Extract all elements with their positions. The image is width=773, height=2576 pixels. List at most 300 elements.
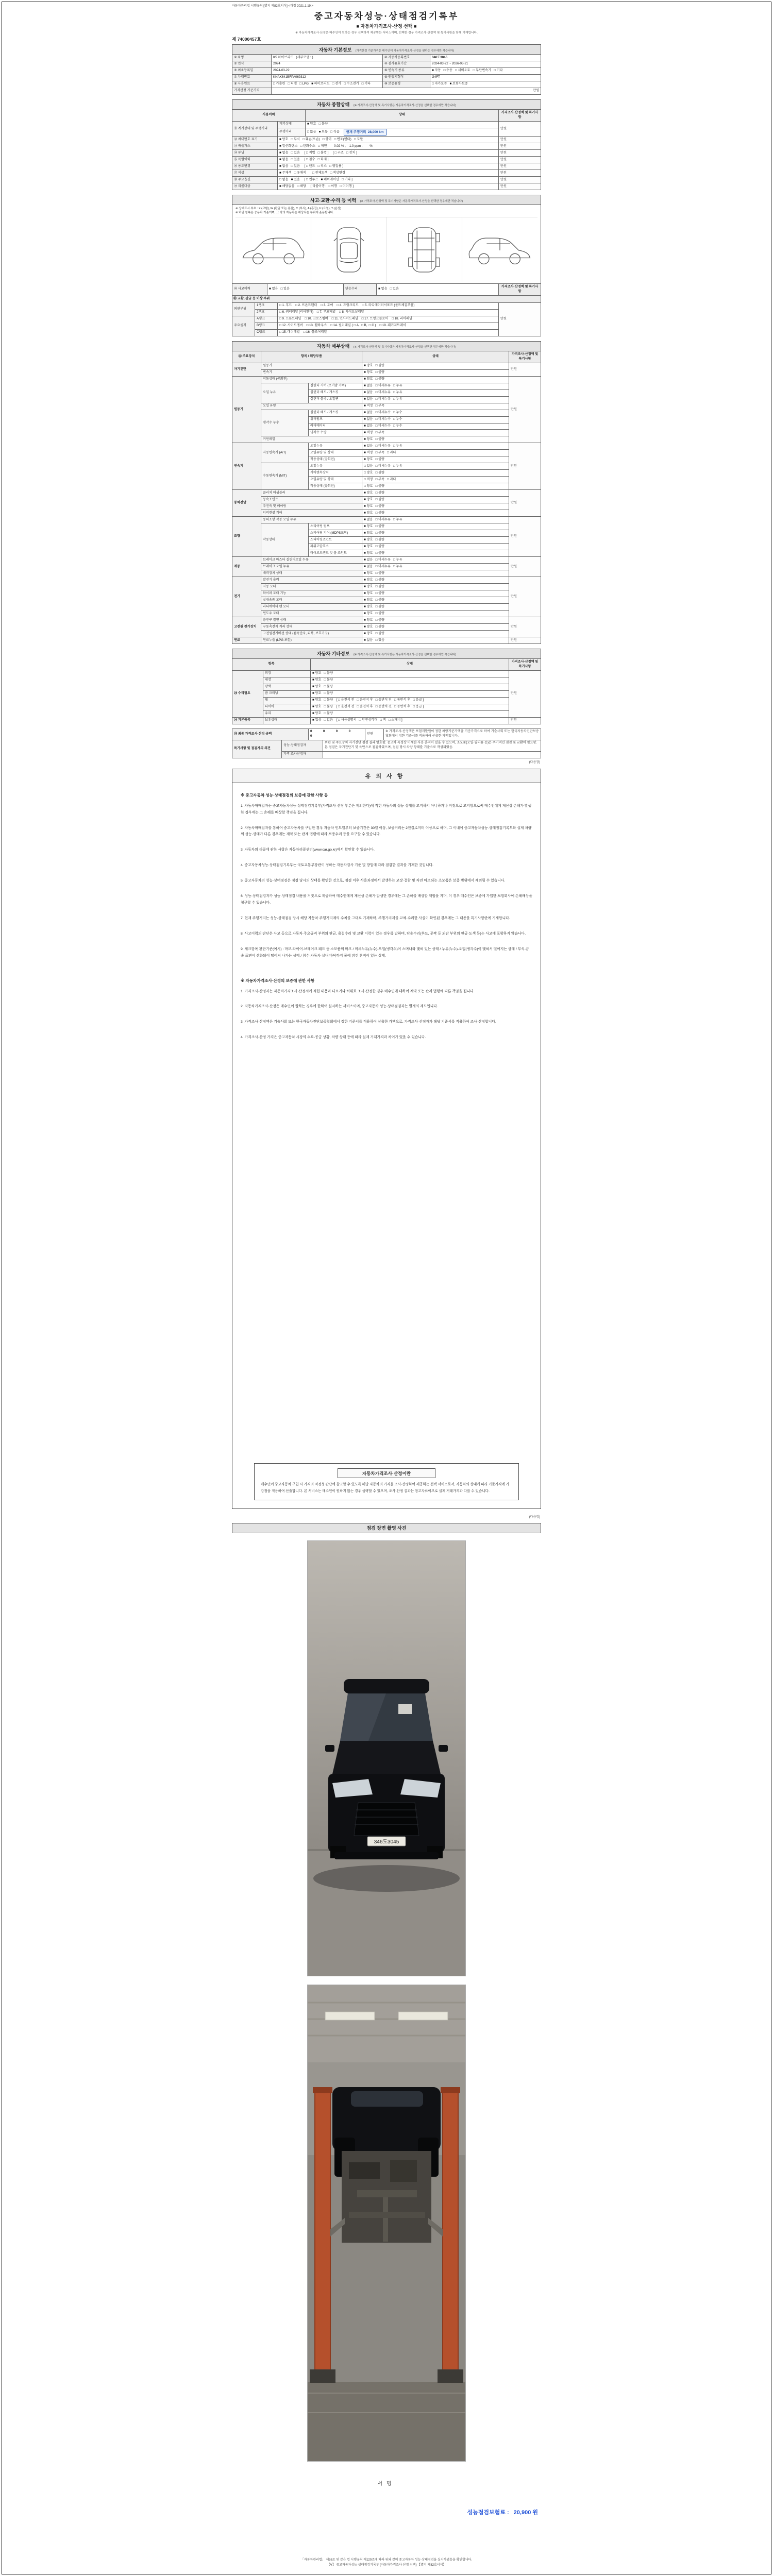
inspection-period-label: ④ 검사유효기간 (383, 61, 430, 67)
item-label: 원동기 (261, 363, 362, 369)
notice-subsection2-title: ※ 자동차가격조사·산정의 보증에 관한 사항 (241, 978, 315, 983)
notice-list-1 (241, 803, 532, 969)
detail-row (232, 597, 541, 604)
state-checkboxes: ■ 양호 □ 불량 (362, 597, 509, 604)
comp-state-checkboxes: ■ 양호 □ 부식 □ 훼손(오손) □ 상이 □ 변조(변타) □ 도말 (278, 137, 499, 143)
misc-group-label: ㉔ 기본품목 (232, 717, 263, 724)
comprehensive-col-state: 상태 (306, 109, 499, 121)
state-checkboxes: ■ 양호 □ 불량 (362, 436, 509, 443)
transmission-label: ⑥ 변속기 종류 (383, 67, 430, 74)
item-label: 시동 모터 (261, 584, 362, 590)
state-checkboxes: ■ 없음 □ 미세누수 □ 누수 (362, 423, 509, 430)
state-checkboxes: □ 양호 □ 불량 (362, 470, 509, 477)
state-checkboxes: ■ 양호 □ 불량 (362, 604, 509, 611)
car-side-right-diagram (467, 219, 533, 280)
state-checkboxes: ■ 적정 □ 부족 □ 과다 (362, 450, 509, 456)
diagram-panel (387, 217, 463, 282)
detail-col-state: 상태 (362, 351, 509, 363)
state-checkboxes: ■ 양호 □ 불량 (362, 530, 509, 537)
rank-label: C랭크 (255, 329, 278, 336)
item-label: 작동상태 (공회전) (261, 376, 362, 383)
comprehensive-col-price: 가격조사·산정액 및 특기사항 (499, 109, 541, 121)
state-checkboxes: ■ 양호 □ 불량 (362, 503, 509, 510)
panel-group-label: 주요골격 (232, 316, 255, 336)
state-code-legend2: ※ 하단 항목은 승용차 기준이며, 그 밖의 자동차는 해당되는 부위에 준용합니다. (236, 211, 334, 215)
misc-state-checkboxes: ■ 양호 □ 불량 (311, 677, 509, 684)
detail-row (232, 510, 541, 517)
item-label: 브레이크 마스터 실린더오일 누유 (261, 557, 362, 564)
item-label: 냉각수 누수 (261, 410, 309, 436)
rank-label: 2랭크 (255, 309, 278, 316)
price-cell: 만원 (499, 163, 541, 170)
comprehensive-row (232, 121, 541, 128)
comprehensive-row (232, 163, 541, 170)
accident-price-header: 가격조사·산정액 및 특기사항 (499, 283, 541, 295)
accident-title-note: (※ 가격조사·산정액 및 특기사항은 자동차가격조사·산정을 선택한 경우에만 적습니다) (360, 199, 463, 203)
misc-row (232, 704, 541, 710)
document-subtitle-note: ※ 자동차가격조사·산정은 매수인이 원하는 경우 선택하여 제공받는 서비스이며, 선택한 경우 가격조사·산정액 및 특기사항을 함께 기재합니다. (295, 31, 478, 35)
item-label: 등속조인트 (261, 497, 362, 503)
basic-info-title-note: (가격산정 기준가격은 매수인이 자동차가격조사·산정을 원하는 경우에만 적습니다) (355, 49, 455, 53)
state-checkboxes: ■ 양호 □ 불량 (362, 523, 509, 530)
item-label: 라디에이터 팬 모터 (261, 604, 362, 611)
detail-col-price: 가격조사·산정액 및 특기사항 (509, 351, 541, 363)
rank-item-checkboxes: □ 12. 사이드멤버 □ 13. 휠하우스 □ 14. 필러패널 ( □ A, □ B, □ C ) □ 19. 패키지트레이 (278, 323, 499, 329)
price-cell: 만원 (509, 490, 541, 517)
detail-row (232, 570, 541, 577)
state-checkboxes: ■ 없음 □ 미세누유 □ 누유 (362, 396, 509, 403)
misc-row (232, 670, 541, 677)
next-page-marker: (다음장) (529, 1515, 540, 1519)
comprehensive-row (232, 177, 541, 183)
document-number: 제 74000457호 (232, 37, 261, 42)
notice-item: 3. 가격조사·산정액은 기술사회 또는 한국자동차진단보증협회에서 정한 기준서를 적용하여 산출한 가액으로, 가격조사·산정자가 해당 기준서를 적용하여 조사·산정합니다. (241, 1020, 496, 1024)
detail-row (232, 624, 541, 631)
state-checkboxes: ■ 양호 □ 불량 (362, 369, 509, 376)
appraiser-comment (323, 751, 541, 758)
misc-table (232, 658, 541, 724)
device-group-label: 동력전달 (232, 490, 261, 517)
comprehensive-title: 자동차 종합상태 (316, 102, 350, 108)
misc-title-note: (※ 가격조사·산정액 및 특기사항은 자동차가격조사·산정을 선택한 경우에만 적습니다) (353, 653, 457, 657)
subitem-label: 기어변속장치 (309, 470, 362, 477)
footer (0, 2557, 773, 2568)
simple-repair-label: 단순수리 (344, 283, 377, 295)
notice-list-2 (241, 989, 532, 1050)
device-group-label: 고전원 전기장치 (232, 617, 261, 637)
device-group-label: 전기 (232, 577, 261, 617)
basic-row (232, 67, 541, 74)
engine-type-label: ⑧ 원동기형식 (383, 74, 430, 81)
final-price-note: ※ 가격조사·산정액은 보험개발원이 정한 차량기준가액을 기준가격으로 하여 기술사회 또는 한국자동차진단보증협회에서 정한 기준서를 적용하여 산출한 가액입니다. (384, 728, 541, 740)
reg-no-value: 346도3045 (430, 55, 541, 61)
misc-state-checkboxes: ■ 양호 □ 불량 [ □ 운전석 전 □ 운전석 후 □ 동반석 전 □ 동반석 후 □ 응급 ] (311, 697, 509, 704)
detail-row (232, 443, 541, 450)
misc-item-label: 광택 (263, 684, 311, 690)
subitem-label: 실린더 블록 / 오일팬 (309, 396, 362, 403)
comp-group-label: ⑲ 리콜대상 (232, 183, 278, 190)
final-price-unit: 만원 (365, 728, 384, 740)
diagram-panel (236, 217, 311, 282)
final-price-row (232, 728, 541, 740)
rank-item-checkboxes: □ 9. 프론트패널 □ 10. 크로스멤버 □ 11. 인사이드패널 □ 17. 트렁크플로어 □ 18. 리어패널 (278, 316, 499, 323)
insurance-fee (467, 2508, 539, 2516)
price-cell: 만원 (509, 670, 541, 717)
subitem-label: 타이로드엔드 및 볼 조인트 (309, 550, 362, 557)
subitem-label: 파워고압호스 (309, 544, 362, 550)
detail-row (232, 611, 541, 617)
detail-row (232, 590, 541, 597)
item-label: 충전구 절연 상태 (261, 617, 362, 624)
inspection-photo-underbody (307, 1985, 466, 2462)
state-checkboxes: ■ 양호 □ 불량 (362, 550, 509, 557)
state-checkboxes: ■ 적정 □ 부족 (362, 403, 509, 410)
item-label: 발전기 출력 (261, 577, 362, 584)
state-checkboxes: □ 적정 □ 부족 □ 과다 (362, 477, 509, 483)
misc-state-checkboxes: ■ 양호 □ 불량 [ □ 운전석 전 □ 운전석 후 □ 동반석 전 □ 동반석 후 □ 응급 ] (311, 704, 509, 710)
state-checkboxes: ■ 양호 □ 불량 (362, 376, 509, 383)
comp-group-label: ⑮ 특별이력 (232, 157, 278, 163)
notice-item: 6. 성능·상태점검자가 성능·상태점검 내용을 거짓으로 제공하여 매수인에게 재산상 손해가 발생한 경우에는 그 손해를 배상할 책임을 지며, 이 경우 매수인은 보증에 가입한 보험회사에 손해배상을 청구할 수 있습니다. (241, 894, 532, 905)
price-cell: 만원 (509, 557, 541, 577)
price-cell: 만원 (509, 717, 541, 724)
form-reference-note: 자동차관리법 시행규칙 [별지 제82호서식] <개정 2021.1.19.> (232, 5, 314, 8)
detail-row (232, 497, 541, 503)
comp-state-checkboxes: □ 많음 ■ 보통 □ 적음 현재 주행거리 28,000 km (306, 128, 499, 136)
comp-state-checkboxes: ■ 없음 □ 있음 [ □ 적법 □ 불법 ] [ □ 구조 □ 장치 ] (278, 150, 499, 157)
car-side-left-diagram (240, 219, 306, 280)
basic-row (232, 55, 541, 61)
detail-row (232, 517, 541, 523)
misc-item-label: 휠 (263, 697, 311, 704)
price-cell: 만원 (509, 617, 541, 637)
item-label: 브레이크 오일 누유 (261, 564, 362, 570)
item-label: 연료누출 (LPG 포함) (261, 637, 362, 644)
final-price-table (232, 728, 541, 740)
detail-row (232, 577, 541, 584)
first-registration-value: 2024-03-22 (272, 67, 383, 74)
price-appraisal-box-text: 매수인이 중고자동차 구입 시 가격의 적정성 판단에 참고할 수 있도록 해당 자동차의 가격을 조사·산정하여 제공하는 선택 서비스로서, 자동차의 상태에 따라 기준가격에 가감점을 적용하여 산출합니다. 본 서비스는 매수인이 원하지 않는 경우 생략할 수 있으며, 조사·산정 결과는 참고자료이므로 실제 거래가격과 다를 수 있습니다. (261, 1483, 509, 1493)
opinion-table (232, 740, 541, 758)
state-checkboxes: ■ 양호 □ 불량 (362, 537, 509, 544)
accident-title: 사고·교환·수리 등 이력 (310, 197, 357, 203)
misc-row (232, 690, 541, 697)
detail-row (232, 584, 541, 590)
notice-title: 유의사항 (232, 769, 541, 783)
comp-group-label: ⑰ 색상 (232, 170, 278, 177)
fuel-checkboxes: □ 가솔린 □ 디젤 □ LPG ■ 하이브리드 □ 전기 □ 수소전기 □ 기타 (272, 81, 383, 88)
detail-col-device: ㉒ 주요장치 (232, 351, 261, 363)
accident-title-bar (232, 195, 541, 205)
price-cell: 만원 (509, 517, 541, 557)
misc-row (232, 710, 541, 717)
car-name-value: K5 하이브리드 (세부모델 : ) (272, 55, 383, 61)
misc-title-bar (232, 649, 541, 659)
comp-state-checkboxes: ■ 없음 □ 있음 [ □ 침수 □ 화재 ] (278, 157, 499, 163)
price-cell: 만원 (499, 177, 541, 183)
diagram-panel (311, 217, 387, 282)
detail-row (232, 557, 541, 564)
price-cell: 만원 (509, 376, 541, 443)
detail-row (232, 436, 541, 443)
comp-group-label: ⑬ 배출가스 (232, 143, 278, 150)
rank-label: 1랭크 (255, 302, 278, 309)
device-group-label: 원동기 (232, 376, 261, 443)
fuel-label: ⑨ 사용연료 (232, 81, 272, 88)
section-detail-state (232, 341, 541, 644)
detail-row (232, 383, 541, 389)
item-label: 와이퍼 모터 기능 (261, 590, 362, 597)
basic-row (232, 74, 541, 81)
misc-row (232, 717, 541, 724)
device-group-label: 자기진단 (232, 363, 261, 376)
device-group-label: 연료 (232, 637, 261, 644)
subitem-label: 오일누유 (309, 463, 362, 470)
misc-row (232, 677, 541, 684)
car-top-diagram (316, 219, 382, 280)
final-price-amount: 0 0 0 0 0 (309, 728, 365, 740)
price-cell: 만원 (509, 577, 541, 617)
price-appraisal-box-title: 자동차가격조사·산정이란 (338, 1468, 435, 1478)
device-group-label: 변속기 (232, 443, 261, 490)
state-checkboxes: ■ 양호 □ 불량 (362, 631, 509, 637)
item-label: 변속기 (261, 369, 362, 376)
accident-flag-table (232, 283, 541, 296)
photos-container (232, 1533, 541, 2465)
comprehensive-title-bar (232, 99, 541, 110)
car-underbody-diagram (391, 219, 457, 280)
accident-history-label: ⑳ 사고이력 (232, 283, 267, 295)
detail-title: 자동차 세부상태 (316, 344, 350, 349)
notice-item: 9. 체크항목 판단기준(예시) : 마모-타이어·브레이크 패드 등 소모품의 마모 / 미세누유(누수)-오일(냉각수)이 스며나와 맺혀 있는 상태 / 누유(누수)-오일(냉각수)이 맺혀서 떨어지는 상태 / 부식-금속 표면이 산화되어 떨어져 나가는 상태 / 침수-자동차 실내 바닥까지 물에 잠긴 흔적이 있는 상태. (241, 947, 529, 958)
section-final-price (232, 728, 541, 764)
price-cell: 만원 (499, 137, 541, 143)
basic-row (232, 88, 541, 94)
misc-state-checkboxes: ■ 있음 □ 없음 [ □ 사용설명서 □ 안전삼각대 □ 잭 □ 스패너 ] (311, 717, 509, 724)
detail-row (232, 376, 541, 383)
state-checkboxes: ■ 양호 □ 불량 (362, 490, 509, 497)
misc-item-label: 룸 크리닝 (263, 690, 311, 697)
signature-label: 서명 (377, 2481, 396, 2487)
state-checkboxes: ■ 양호 □ 불량 (362, 544, 509, 550)
subitem-label: 오일유량 및 상태 (309, 450, 362, 456)
detail-row (232, 604, 541, 611)
warranty-type-checkboxes: □ 자가보증 ■ 보험사보증 (430, 81, 541, 88)
state-checkboxes: □ 없음 □ 미세누유 □ 누유 (362, 463, 509, 470)
comp-group-label: ⑭ 튜닝 (232, 150, 278, 157)
detail-row (232, 564, 541, 570)
warranty-type-label: ⑩ 보증유형 (383, 81, 430, 88)
item-label: 클러치 어셈블리 (261, 490, 362, 497)
accident-history-checkboxes: ■ 없음 □ 있음 (267, 283, 344, 295)
detail-row (232, 637, 541, 644)
detail-title-bar (232, 341, 541, 351)
price-cell: 만원 (509, 637, 541, 644)
opinion-section-label: 특기사항 및 점검자의 의견 (232, 740, 282, 758)
rank-item-checkboxes: □ 15. 대쉬패널 □ 16. 플로어패널 (278, 329, 499, 336)
comprehensive-row (232, 128, 541, 136)
rank-label: B랭크 (255, 323, 278, 329)
state-checkboxes: ■ 없음 □ 있음 (362, 637, 509, 644)
misc-item-label: 타이어 (263, 704, 311, 710)
state-checkboxes: ■ 없음 □ 미세누수 □ 누수 (362, 416, 509, 423)
car-name-label: ① 차명 (232, 55, 272, 61)
subitem-label: 작동상태 (공회전) (309, 456, 362, 463)
vin-value: KNAK641BFPA069312 (272, 74, 383, 81)
panel-group-label: 외판부위 (232, 302, 255, 316)
misc-state-checkboxes: ■ 양호 □ 불량 (311, 684, 509, 690)
price-cell: 만원 (499, 121, 541, 136)
detail-col-item: 항목 / 해당부품 (261, 351, 362, 363)
notice-subsection1-title: ※ 중고자동차 성능·상태점검의 보증에 관한 사항 등 (241, 792, 328, 798)
detail-row (232, 523, 541, 530)
photos-title-bar (232, 1523, 541, 1533)
state-checkboxes: ■ 양호 □ 불량 (362, 577, 509, 584)
comprehensive-header-row (232, 109, 541, 121)
state-checkboxes: ■ 없음 □ 미세누유 □ 누유 (362, 564, 509, 570)
subitem-label: 실린더 헤드 / 개스킷 (309, 410, 362, 416)
comp-group-label: ⑫ 차대번호 표기 (232, 137, 278, 143)
panel-rank-header-row (232, 295, 541, 302)
panel-rank-row (232, 302, 541, 309)
odometer-value-box: 현재 주행거리 28,000 km (344, 129, 386, 135)
basic-info-table (232, 54, 541, 95)
notice-item: 1. 가격조사·산정자는 자동차가격조사·산정서에 적힌 내용과 다르거나 허위로 조사·산정한 경우 매수인에 대하여 계약 또는 관계 법령에 따른 책임을 집니다. (241, 989, 475, 993)
base-price-label: 가격산정 기준가격 (232, 88, 272, 94)
transmission-checkboxes: ■ 자동 □ 수동 □ 세미오토 □ 무단변속기 □ 기타 (430, 67, 541, 74)
panel-rank-row (232, 329, 541, 336)
detail-header-row (232, 351, 541, 363)
model-year-label: ③ 연식 (232, 61, 272, 67)
detail-row (232, 363, 541, 369)
state-checkboxes: ■ 양호 □ 불량 (362, 611, 509, 617)
accident-diagram-box (232, 205, 541, 284)
exchange-section-label: ㉑ 교환, 판금 등 이상 부위 (232, 295, 541, 302)
device-group-label: 제동 (232, 557, 261, 577)
subitem-label: 라디에이터 (309, 423, 362, 430)
comp-group-label: ⑯ 용도변경 (232, 163, 278, 170)
state-checkboxes: ■ 양호 □ 불량 (362, 510, 509, 517)
notice-item: 7. 현재 주행거리는 성능·상태점검 당시 해당 자동차 주행거리계의 수치를 그대로 기재하며, 주행거리계를 교체·수리한 사실이 확인된 경우에는 그 내용을 특기사항란에 기재합니다. (241, 916, 510, 920)
detail-table (232, 351, 541, 644)
notice-item: 1. 자동차매매업자는 중고자동차성능·상태점검기록부(가격조사·산정 부분은 제외한다)에 적힌 자동차의 성능·상태를 고지하지 아니하거나 거짓으로 고지함으로써 매수인에게 재산상 손해가 발생한 경우에는 그 손해를 배상할 책임을 집니다. (241, 804, 532, 815)
underbody-photo-image (308, 1985, 465, 2461)
item-label: 수동변속기 (M/T) (261, 463, 309, 490)
detail-row (232, 631, 541, 637)
misc-title: 자동차 기타정보 (316, 651, 350, 657)
appraiser-label: 가격·조사산정자 (282, 751, 323, 758)
misc-item-label: 유리 (263, 710, 311, 717)
comp-item-label: 계기상태 (278, 121, 306, 128)
misc-item-label: 보유상태 (263, 717, 311, 724)
insurance-fee-label: 성능점검보험료 : (467, 2509, 509, 2516)
notice-item: 8. 사고이력의 판단은 사고 등으로 자동차 주요골격 부위의 판금, 용접수리 및 교환 이력이 있는 경우를 말하며, 단순수리(후드, 문짝 등 외판 부위의 판금·도색 등)는 사고에 포함하지 않습니다. (241, 931, 526, 936)
comp-state-checkboxes: ■ 없음 □ 있음 [ □ 렌트 □ 리스 □ 영업용 ] (278, 163, 499, 170)
comprehensive-col-item: 사용이력 (232, 109, 306, 121)
misc-item-label: 내장 (263, 677, 311, 684)
front-photo-image (308, 1541, 465, 1976)
detail-row (232, 490, 541, 497)
basic-row (232, 81, 541, 88)
state-checkboxes: ■ 양호 □ 불량 (362, 570, 509, 577)
vin-label: ⑦ 차대번호 (232, 74, 272, 81)
inspector-label: 성능·상태점검자 (282, 740, 323, 751)
simple-repair-checkboxes: ■ 없음 □ 있음 (377, 283, 499, 295)
subitem-label: 작동상태 (공회전) (309, 483, 362, 490)
comprehensive-row (232, 157, 541, 163)
rank-item-checkboxes: □ 6. 쿼터패널 (리어휀더) □ 7. 루프패널 □ 8. 사이드실패널 (278, 309, 499, 316)
detail-row (232, 503, 541, 510)
inspection-period-value: 2024-03-22 ~ 2026-03-21 (430, 61, 541, 67)
notice-item: 3. 자동차의 리콜에 관한 사항은 자동차리콜센터(www.car.go.kr)에서 확인할 수 있습니다. (241, 848, 375, 852)
engine-type-value: G4FT (430, 74, 541, 81)
item-label: 오일 누유 (261, 383, 309, 403)
detail-title-note: (※ 가격조사·산정액 및 특기사항은 자동차가격조사·산정을 선택한 경우에만 적습니다) (353, 346, 457, 349)
price-cell: 만원 (499, 150, 541, 157)
state-checkboxes: ■ 양호 □ 불량 (362, 624, 509, 631)
state-checkboxes: ■ 없음 □ 미세누유 □ 누유 (362, 383, 509, 389)
misc-col-state: 상태 (311, 658, 509, 670)
price-cell: 만원 (509, 363, 541, 376)
item-label: 동력조향 작동 오일 누유 (261, 517, 362, 523)
section-misc-info (232, 649, 541, 724)
misc-row (232, 684, 541, 690)
item-label: 고전원전기배선 상태 (접속단자, 피복, 보호기구) (261, 631, 362, 637)
item-label: 추진축 및 베어링 (261, 503, 362, 510)
opinion-row (232, 740, 541, 751)
detail-row (232, 410, 541, 416)
item-label: 오일 유량 (261, 403, 362, 410)
price-cell: 만원 (499, 143, 541, 150)
state-checkboxes: ■ 적정 □ 부족 (362, 430, 509, 436)
state-checkboxes: ■ 없음 □ 미세누유 □ 누유 (362, 557, 509, 564)
subitem-label: 오일누유 (309, 443, 362, 450)
car-diagrams (236, 217, 537, 282)
state-checkboxes: ■ 양호 □ 불량 (362, 584, 509, 590)
comp-group-label: ⑱ 주요옵션 (232, 177, 278, 183)
comprehensive-row (232, 150, 541, 157)
section-basic-info (232, 44, 541, 95)
comp-state-checkboxes: ■ 일산화탄소 □ 탄화수소 □ 매연 0.02 % , 1.0 ppm , % (278, 143, 499, 150)
item-label: 커먼레일 (261, 436, 362, 443)
item-label: 구동축전지 격리 상태 (261, 624, 362, 631)
subitem-label: 스티어링 펌프 (309, 523, 362, 530)
document-header (232, 9, 541, 35)
state-checkboxes: ■ 없음 □ 미세누유 □ 누유 (362, 517, 509, 523)
comprehensive-row (232, 170, 541, 177)
price-cell: 만원 (499, 157, 541, 163)
notice-item: 2. 자동차매매업자를 통하여 중고자동차를 구입한 경우 자동차 인도일부터 보증기간은 30일 이상, 보증거리는 2천킬로미터 이상으로 하며, 그 이내에 중고자동차성능·상태점검기록부와 실제 차량의 성능·상태가 다른 경우에는 계약 또는 관계 법령에 따라 보증수리 등을 요구할 수 있습니다. (241, 826, 532, 837)
detail-row (232, 369, 541, 376)
state-checkboxes: ■ 없음 □ 미세누유 □ 누유 (362, 443, 509, 450)
insurance-fee-value: 20,900 원 (513, 2509, 538, 2516)
document-column (232, 0, 541, 2526)
subitem-label: 스티어링 기어 (MDPS포함) (309, 530, 362, 537)
subitem-label: 실린더 헤드 / 개스킷 (309, 389, 362, 396)
reg-no-label: ② 자동차등록번호 (383, 55, 430, 61)
price-cell: 만원 (498, 302, 541, 336)
item-label: 윈도우 모터 (261, 611, 362, 617)
comprehensive-row (232, 183, 541, 190)
state-code-legend: ※ 상태표시 부호 : X (교환), W (판금 또는 용접), C (부식), A (흠집), U (요철), T (손상) (236, 207, 342, 211)
inspection-photo-front (307, 1540, 466, 1976)
panel-rank-row (232, 323, 541, 329)
state-checkboxes: ■ 양호 □ 불량 (362, 590, 509, 597)
detail-row (232, 617, 541, 624)
detail-row (232, 403, 541, 410)
comprehensive-table (232, 109, 541, 190)
state-checkboxes: ■ 양호 □ 불량 (362, 497, 509, 503)
